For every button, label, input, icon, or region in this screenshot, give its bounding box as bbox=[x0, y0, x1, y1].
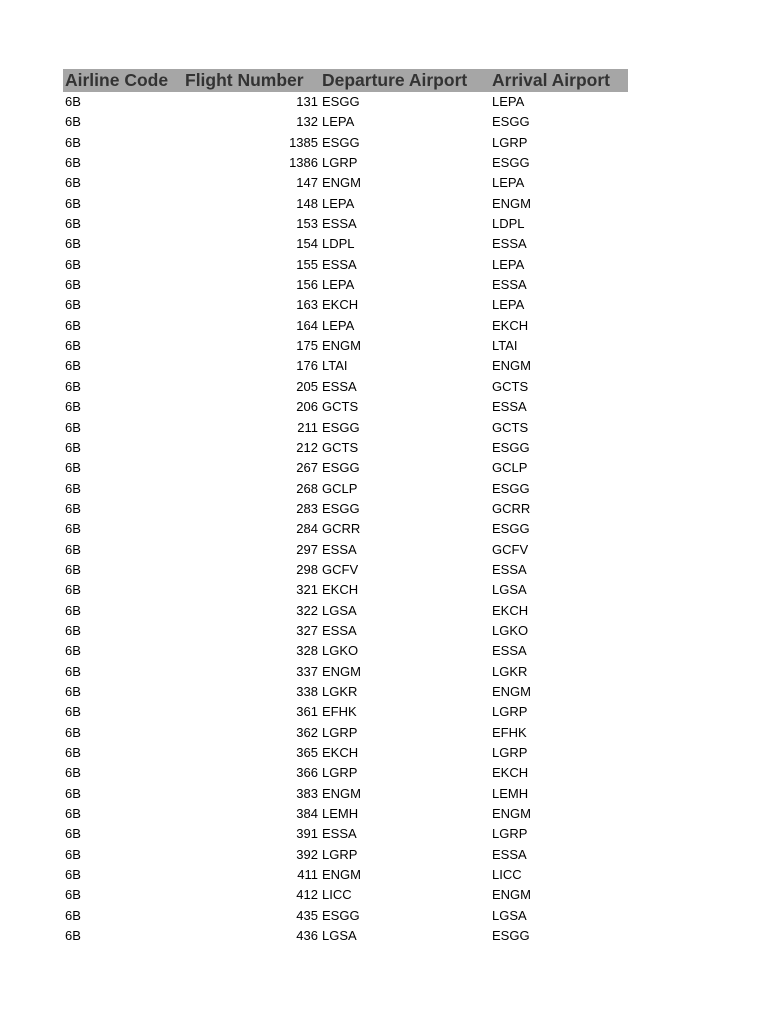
table-row bbox=[63, 438, 628, 458]
arrival-airport-cell: LGSA bbox=[492, 582, 527, 598]
table-row bbox=[63, 356, 628, 376]
table-row bbox=[63, 682, 628, 702]
airline-code-cell: 6B bbox=[65, 195, 81, 211]
flight-number-cell: 205 bbox=[296, 378, 318, 394]
table-row bbox=[63, 173, 628, 193]
departure-airport-cell: ESSA bbox=[322, 826, 357, 842]
table-row bbox=[63, 926, 628, 946]
airline-code-cell: 6B bbox=[65, 541, 81, 557]
table-row bbox=[63, 295, 628, 315]
table-row bbox=[63, 112, 628, 132]
arrival-airport-cell: GCFV bbox=[492, 541, 529, 557]
departure-airport-cell: LICC bbox=[322, 887, 352, 903]
table-row bbox=[63, 234, 628, 254]
flight-number-cell: 212 bbox=[296, 439, 318, 455]
arrival-airport-cell: ESSA bbox=[492, 399, 527, 415]
airline-code-cell: 6B bbox=[65, 622, 81, 638]
flight-number-cell: 322 bbox=[296, 602, 318, 618]
airline-code-cell: 6B bbox=[65, 378, 81, 394]
arrival-airport-cell: ESGG bbox=[492, 114, 530, 130]
flight-number-cell: 366 bbox=[296, 765, 318, 781]
header-departure-airport: Departure Airport bbox=[322, 70, 468, 90]
departure-airport-cell: ESGG bbox=[322, 907, 360, 923]
table-row bbox=[63, 377, 628, 397]
flight-number-cell: 156 bbox=[296, 277, 318, 293]
flight-number-cell: 297 bbox=[296, 541, 318, 557]
table-row bbox=[63, 458, 628, 478]
airline-code-cell: 6B bbox=[65, 236, 81, 252]
table-row bbox=[63, 275, 628, 295]
departure-airport-cell: ESGG bbox=[322, 134, 360, 150]
flight-number-cell: 131 bbox=[296, 94, 318, 109]
departure-airport-cell: GCFV bbox=[322, 561, 359, 577]
airline-code-cell: 6B bbox=[65, 745, 81, 760]
departure-airport-cell: ENGM bbox=[322, 663, 361, 679]
arrival-airport-cell: ENGM bbox=[492, 806, 531, 822]
table-row bbox=[63, 601, 628, 621]
arrival-airport-cell: GCLP bbox=[492, 460, 528, 476]
flight-number-cell: 337 bbox=[296, 663, 318, 679]
airline-code-cell: 6B bbox=[65, 602, 81, 618]
flight-number-cell: 211 bbox=[297, 419, 318, 435]
header-airline-code: Airline Code bbox=[65, 70, 169, 90]
flight-number-cell: 362 bbox=[296, 724, 318, 740]
arrival-airport-cell: LTAI bbox=[492, 338, 518, 354]
departure-airport-cell: LGRP bbox=[322, 765, 358, 781]
departure-airport-cell: LGRP bbox=[322, 846, 358, 862]
table-row bbox=[63, 316, 628, 336]
departure-airport-cell: EKCH bbox=[322, 297, 359, 313]
flight-number-cell: 384 bbox=[296, 806, 318, 822]
arrival-airport-cell: ENGM bbox=[492, 358, 531, 374]
table-row bbox=[63, 540, 628, 560]
airline-code-cell: 6B bbox=[65, 521, 81, 537]
table-body bbox=[63, 92, 628, 946]
departure-airport-cell: ENGM bbox=[322, 867, 361, 883]
departure-airport-cell: LGRP bbox=[322, 155, 358, 171]
departure-airport-cell: LTAI bbox=[322, 358, 348, 374]
departure-airport-cell: ESGG bbox=[322, 460, 360, 476]
arrival-airport-cell: GCTS bbox=[492, 378, 529, 394]
departure-airport-cell: GCTS bbox=[322, 439, 359, 455]
flight-number-cell: 361 bbox=[296, 704, 318, 720]
table-row bbox=[63, 499, 628, 519]
departure-airport-cell: LGSA bbox=[322, 602, 357, 618]
airline-code-cell: 6B bbox=[65, 155, 81, 171]
table-row bbox=[63, 92, 628, 112]
departure-airport-cell: LGKR bbox=[322, 683, 358, 699]
arrival-airport-cell: GCRR bbox=[492, 500, 531, 516]
airline-code-cell: 6B bbox=[65, 826, 81, 842]
airline-code-cell: 6B bbox=[65, 785, 81, 801]
airline-code-cell: 6B bbox=[65, 928, 81, 944]
airline-code-cell: 6B bbox=[65, 134, 81, 150]
departure-airport-cell: LEMH bbox=[322, 806, 359, 822]
table-row bbox=[63, 702, 628, 722]
airline-code-cell: 6B bbox=[65, 887, 81, 903]
table-row bbox=[63, 743, 628, 763]
flight-number-cell: 284 bbox=[296, 521, 318, 537]
airline-code-cell: 6B bbox=[65, 561, 81, 577]
flight-number-cell: 153 bbox=[296, 216, 318, 232]
arrival-airport-cell: EKCH bbox=[492, 765, 529, 781]
departure-airport-cell: ESGG bbox=[322, 500, 360, 516]
arrival-airport-cell: EKCH bbox=[492, 317, 529, 333]
airline-code-cell: 6B bbox=[65, 460, 81, 476]
departure-airport-cell: LGRP bbox=[322, 724, 358, 740]
arrival-airport-cell: LGSA bbox=[492, 907, 527, 923]
arrival-airport-cell: ESSA bbox=[492, 277, 527, 293]
airline-code-cell: 6B bbox=[65, 704, 81, 720]
airline-code-cell: 6B bbox=[65, 277, 81, 293]
arrival-airport-cell: LDPL bbox=[492, 216, 525, 232]
flight-number-cell: 268 bbox=[296, 480, 318, 496]
table-row bbox=[63, 336, 628, 356]
flight-number-cell: 206 bbox=[296, 399, 318, 415]
arrival-airport-cell: EKCH bbox=[492, 602, 529, 618]
arrival-airport-cell: LGRP bbox=[492, 704, 528, 720]
flight-number-cell: 338 bbox=[296, 683, 318, 699]
flight-number-cell: 155 bbox=[296, 256, 318, 272]
airline-code-cell: 6B bbox=[65, 582, 81, 598]
airline-code-cell: 6B bbox=[65, 297, 81, 313]
airline-code-cell: 6B bbox=[65, 806, 81, 822]
table-row bbox=[63, 580, 628, 600]
airline-code-cell: 6B bbox=[65, 500, 81, 516]
table-row bbox=[63, 845, 628, 865]
table-row bbox=[63, 397, 628, 417]
table-row bbox=[63, 479, 628, 499]
arrival-airport-cell: LEPA bbox=[492, 94, 525, 109]
table-row bbox=[63, 560, 628, 580]
departure-airport-cell: LEPA bbox=[322, 195, 355, 211]
table-row bbox=[63, 519, 628, 539]
departure-airport-cell: ESSA bbox=[322, 216, 357, 232]
table-row bbox=[63, 621, 628, 641]
table-row bbox=[63, 194, 628, 214]
departure-airport-cell: ESSA bbox=[322, 256, 357, 272]
flight-number-cell: 163 bbox=[296, 297, 318, 313]
arrival-airport-cell: LICC bbox=[492, 867, 522, 883]
airline-code-cell: 6B bbox=[65, 338, 81, 354]
departure-airport-cell: EFHK bbox=[322, 704, 357, 720]
departure-airport-cell: LGSA bbox=[322, 928, 357, 944]
table-row bbox=[63, 418, 628, 438]
arrival-airport-cell: ESSA bbox=[492, 846, 527, 862]
table-row bbox=[63, 133, 628, 153]
airline-code-cell: 6B bbox=[65, 419, 81, 435]
flight-number-cell: 176 bbox=[296, 358, 318, 374]
arrival-airport-cell: LEPA bbox=[492, 175, 525, 191]
table-row bbox=[63, 906, 628, 926]
arrival-airport-cell: ENGM bbox=[492, 887, 531, 903]
departure-airport-cell: ENGM bbox=[322, 175, 361, 191]
arrival-airport-cell: ENGM bbox=[492, 683, 531, 699]
flight-number-cell: 283 bbox=[296, 500, 318, 516]
table-row bbox=[63, 214, 628, 234]
airline-code-cell: 6B bbox=[65, 480, 81, 496]
arrival-airport-cell: LEMH bbox=[492, 785, 529, 801]
flight-number-cell: 435 bbox=[296, 907, 318, 923]
flight-number-cell: 321 bbox=[296, 582, 318, 598]
flight-number-cell: 132 bbox=[296, 114, 318, 130]
departure-airport-cell: GCLP bbox=[322, 480, 358, 496]
arrival-airport-cell: LEPA bbox=[492, 297, 525, 313]
arrival-airport-cell: ESSA bbox=[492, 236, 527, 252]
flight-number-cell: 412 bbox=[296, 887, 318, 903]
table-row bbox=[63, 763, 628, 783]
table-row bbox=[63, 784, 628, 804]
arrival-airport-cell: ENGM bbox=[492, 195, 531, 211]
table-row bbox=[63, 153, 628, 173]
flight-number-cell: 383 bbox=[296, 785, 318, 801]
airline-code-cell: 6B bbox=[65, 643, 81, 659]
departure-airport-cell: ESSA bbox=[322, 622, 357, 638]
airline-code-cell: 6B bbox=[65, 867, 81, 883]
departure-airport-cell: ESGG bbox=[322, 419, 360, 435]
flight-number-cell: 391 bbox=[296, 826, 318, 842]
airline-code-cell: 6B bbox=[65, 175, 81, 191]
table-row bbox=[63, 662, 628, 682]
arrival-airport-cell: ESGG bbox=[492, 521, 530, 537]
departure-airport-cell: ESGG bbox=[322, 94, 360, 109]
table-row bbox=[63, 824, 628, 844]
arrival-airport-cell: LGKO bbox=[492, 622, 529, 638]
arrival-airport-cell: LGRP bbox=[492, 745, 528, 760]
flight-number-cell: 148 bbox=[296, 195, 318, 211]
departure-airport-cell: LEPA bbox=[322, 277, 355, 293]
table-row bbox=[63, 641, 628, 661]
arrival-airport-cell: ESGG bbox=[492, 480, 530, 496]
flight-number-cell: 147 bbox=[296, 175, 318, 191]
flight-number-cell: 436 bbox=[296, 928, 318, 944]
flight-number-cell: 175 bbox=[296, 338, 318, 354]
airline-code-cell: 6B bbox=[65, 765, 81, 781]
arrival-airport-cell: LEPA bbox=[492, 256, 525, 272]
table-row bbox=[63, 804, 628, 824]
airline-code-cell: 6B bbox=[65, 114, 81, 130]
table-row bbox=[63, 865, 628, 885]
airline-code-cell: 6B bbox=[65, 846, 81, 862]
flight-number-cell: 164 bbox=[296, 317, 318, 333]
departure-airport-cell: GCRR bbox=[322, 521, 361, 537]
departure-airport-cell: ESSA bbox=[322, 541, 357, 557]
arrival-airport-cell: ESGG bbox=[492, 928, 530, 944]
departure-airport-cell: ESSA bbox=[322, 378, 357, 394]
airline-code-cell: 6B bbox=[65, 724, 81, 740]
flight-number-cell: 365 bbox=[296, 745, 318, 760]
airline-code-cell: 6B bbox=[65, 663, 81, 679]
flight-number-cell: 328 bbox=[296, 643, 318, 659]
flight-number-cell: 411 bbox=[297, 867, 318, 883]
airline-code-cell: 6B bbox=[65, 439, 81, 455]
airline-code-cell: 6B bbox=[65, 683, 81, 699]
departure-airport-cell: ENGM bbox=[322, 338, 361, 354]
flight-number-cell: 154 bbox=[296, 236, 318, 252]
arrival-airport-cell: LGRP bbox=[492, 826, 528, 842]
flight-number-cell: 1385 bbox=[289, 134, 318, 150]
airline-code-cell: 6B bbox=[65, 317, 81, 333]
flight-number-cell: 267 bbox=[296, 460, 318, 476]
table-row bbox=[63, 723, 628, 743]
departure-airport-cell: ENGM bbox=[322, 785, 361, 801]
airline-code-cell: 6B bbox=[65, 907, 81, 923]
departure-airport-cell: EKCH bbox=[322, 745, 359, 760]
departure-airport-cell: GCTS bbox=[322, 399, 359, 415]
arrival-airport-cell: LGRP bbox=[492, 134, 528, 150]
departure-airport-cell: LDPL bbox=[322, 236, 355, 252]
departure-airport-cell: LGKO bbox=[322, 643, 359, 659]
table-row bbox=[63, 255, 628, 275]
departure-airport-cell: LEPA bbox=[322, 114, 355, 130]
arrival-airport-cell: ESSA bbox=[492, 643, 527, 659]
arrival-airport-cell: GCTS bbox=[492, 419, 529, 435]
flight-number-cell: 298 bbox=[296, 561, 318, 577]
arrival-airport-cell: ESGG bbox=[492, 439, 530, 455]
airline-code-cell: 6B bbox=[65, 216, 81, 232]
flight-number-cell: 327 bbox=[296, 622, 318, 638]
airline-code-cell: 6B bbox=[65, 399, 81, 415]
header-arrival-airport: Arrival Airport bbox=[492, 70, 610, 90]
table-header-row bbox=[63, 69, 628, 92]
airline-code-cell: 6B bbox=[65, 256, 81, 272]
flight-number-cell: 1386 bbox=[289, 155, 318, 171]
airline-code-cell: 6B bbox=[65, 358, 81, 374]
header-flight-number: Flight Number bbox=[185, 70, 304, 90]
arrival-airport-cell: ESSA bbox=[492, 561, 527, 577]
arrival-airport-cell: EFHK bbox=[492, 724, 527, 740]
departure-airport-cell: LEPA bbox=[322, 317, 355, 333]
table-row bbox=[63, 885, 628, 905]
arrival-airport-cell: ESGG bbox=[492, 155, 530, 171]
airline-code-cell: 6B bbox=[65, 94, 81, 109]
flight-table bbox=[63, 69, 628, 946]
flight-number-cell: 392 bbox=[296, 846, 318, 862]
arrival-airport-cell: LGKR bbox=[492, 663, 528, 679]
departure-airport-cell: EKCH bbox=[322, 582, 359, 598]
